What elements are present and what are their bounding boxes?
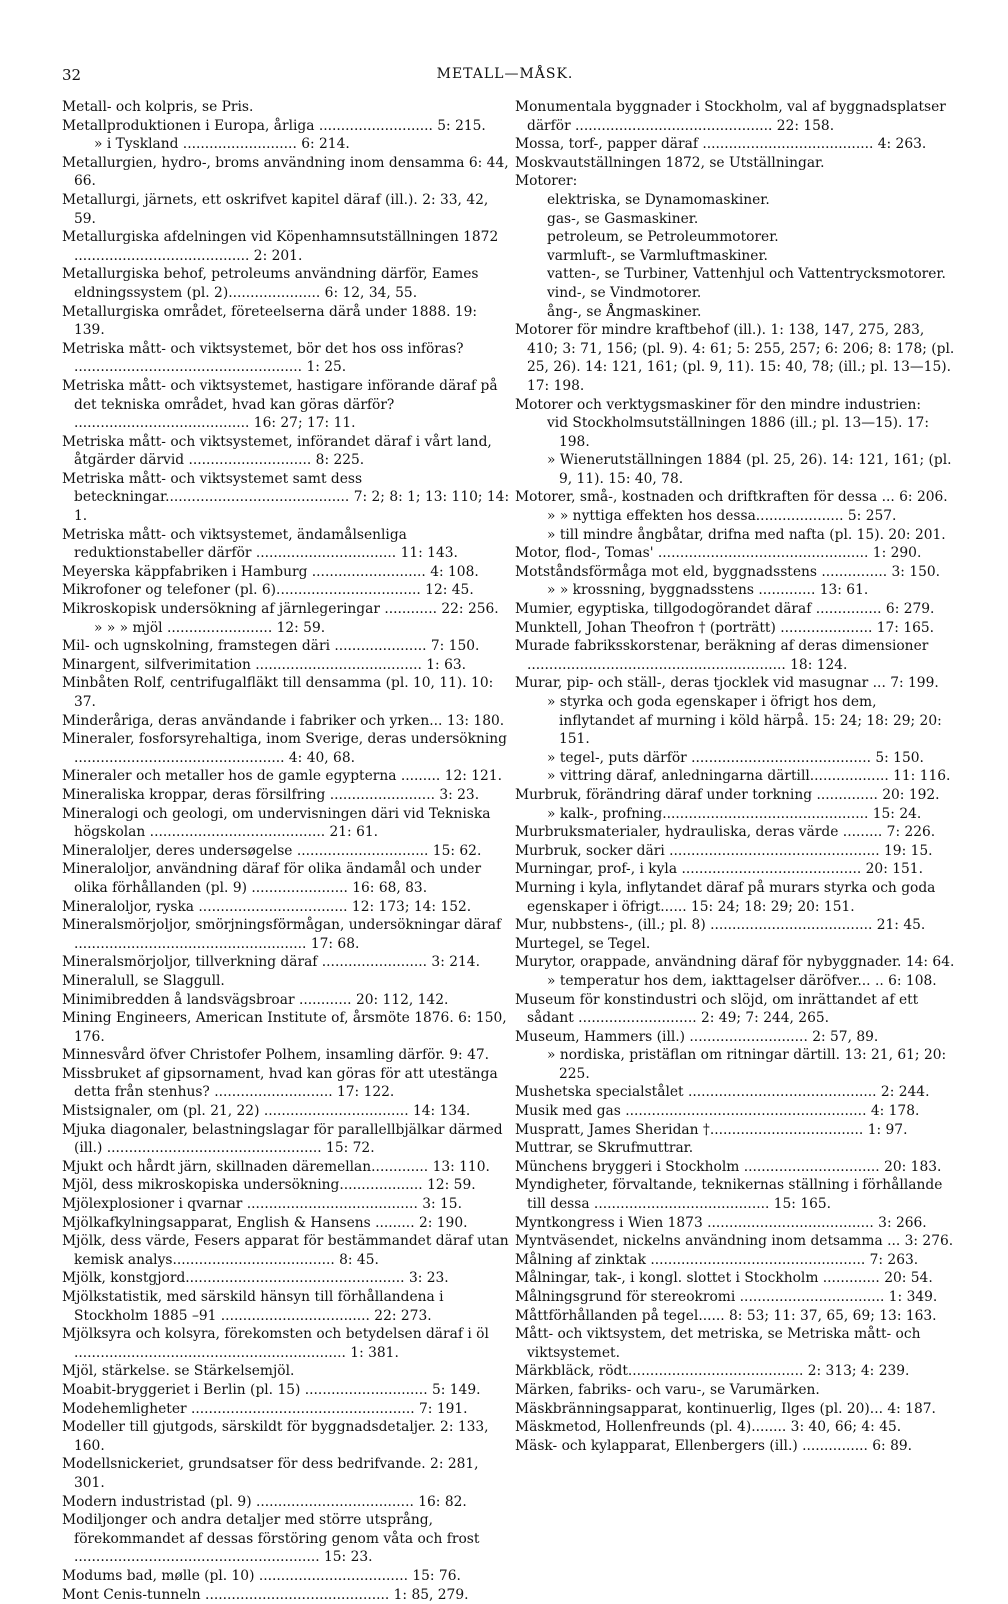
index-entry: Mjölk, konstgjord.................................................. 3: 23. <box>62 1269 512 1288</box>
index-entry: Mumier, egyptiska, tillgodogörandet däraf ............... 6: 279. <box>515 600 955 619</box>
index-entry: Modums bad, mølle (pl. 10) .................................. 15: 76. <box>62 1567 512 1586</box>
index-entry: Metallurgiska området, företeelserna därå under 1888. 19: 139. <box>62 303 512 340</box>
index-entry: Metallurgi, järnets, ett oskrifvet kapitel däraf (ill.). 2: 33, 42, 59. <box>62 191 512 228</box>
index-entry: Münchens bryggeri i Stockholm ............................... 20: 183. <box>515 1158 955 1177</box>
index-entry: Mineralsmörjoljor, smörjningsförmågan, undersökningar däraf ..................................................... 17: 68. <box>62 916 512 953</box>
index-entry: Minargent, silfverimitation ...................................... 1: 63. <box>62 656 512 675</box>
index-entry: Mäskbränningsapparat, kontinuerlig, Ilges (pl. 20)... 4: 187. <box>515 1400 955 1419</box>
index-entry: Minderåriga, deras användande i fabriker och yrken... 13: 180. <box>62 712 512 731</box>
index-entry: » Wienerutställningen 1884 (pl. 25, 26). 14: 121, 161; (pl. 9, 11). 15: 40, 78. <box>515 451 955 488</box>
page-number: 32 <box>62 66 81 84</box>
index-entry: Måttförhållanden på tegel...... 8: 53; 11: 37, 65, 69; 13: 163. <box>515 1307 955 1326</box>
index-entry: Myntkongress i Wien 1873 ...................................... 3: 266. <box>515 1214 955 1233</box>
index-entry: Mjölk, dess värde, Fesers apparat för bestämmandet däraf utan kemisk analys..................................... 8: 45. <box>62 1232 512 1269</box>
index-entry: Mäskmetod, Hollenfreunds (pl. 4)........ 3: 40, 66; 4: 45. <box>515 1418 955 1437</box>
index-entry: Mur, nubbstens-, (ill.; pl. 8) ..................................... 21: 45. <box>515 916 955 935</box>
index-entry: » i Tyskland .......................... 6: 214. <box>62 135 512 154</box>
index-entry: Mjölksyra och kolsyra, förekomsten och betydelsen däraf i öl .............................................................. 1: 381. <box>62 1325 512 1362</box>
index-entry: Märkbläck, rödt........................................ 2: 313; 4: 239. <box>515 1362 955 1381</box>
index-entry: » temperatur hos dem, iakttagelser däröfver... .. 6: 108. <box>515 972 955 991</box>
page-header <box>62 66 948 92</box>
index-entry: Mistsignaler, om (pl. 21, 22) ................................. 14: 134. <box>62 1102 512 1121</box>
index-entry: Minimibredden å landsvägsbroar ............ 20: 112, 142. <box>62 991 512 1010</box>
index-entry: Metriska mått- och viktsystemet, hastigare införande däraf på det tekniska området, hvad kan göras därför? ........................................ 16: 27; 17: 11. <box>62 377 512 433</box>
right-index-column <box>515 98 955 1443</box>
index-entry: » » nyttiga effekten hos dessa.................... 5: 257. <box>515 507 955 526</box>
index-entry: Mineraler och metaller hos de gamle egypterna ......... 12: 121. <box>62 767 512 786</box>
index-entry: Murade fabriksskorstenar, beräkning af deras dimensioner ........................................................... 18: 124. <box>515 637 955 674</box>
index-entry: Mjöl, stärkelse. se Stärkelsemjöl. <box>62 1362 512 1381</box>
index-entry: Motståndsförmåga mot eld, byggnadsstens ............... 3: 150. <box>515 563 955 582</box>
index-entry: Muttrar, se Skrufmuttrar. <box>515 1139 955 1158</box>
index-entry: Märken, fabriks- och varu-, se Varumärken. <box>515 1381 955 1400</box>
index-entry: Modern industristad (pl. 9) .................................... 16: 82. <box>62 1493 512 1512</box>
index-entry: Modeller till gjutgods, särskildt för byggnadsdetaljer. 2: 133, 160. <box>62 1418 512 1455</box>
index-entry: Mäsk- och kylapparat, Ellenbergers (ill.) ............... 6: 89. <box>515 1437 955 1456</box>
index-entry: Metriska mått- och viktsystemet, införandet däraf i vårt land, åtgärder därvid ............................ 8: 225. <box>62 433 512 470</box>
index-entry: Mjölexplosioner i qvarnar ....................................... 3: 15. <box>62 1195 512 1214</box>
left-index-column <box>62 98 512 1443</box>
index-entry: Meyerska käppfabriken i Hamburg .......................... 4: 108. <box>62 563 512 582</box>
index-entry: Murningar, prof-, i kyla ......................................... 20: 151. <box>515 860 955 879</box>
index-entry: Modiljonger och andra detaljer med större utsprång, förekommandet af dessas förstöring genom våta och frost ........................................................ 15: 23. <box>62 1511 512 1567</box>
index-entry: Mikroskopisk undersökning af järnlegeringar ............ 22: 256. <box>62 600 512 619</box>
index-entry: Metriska mått- och viktsystemet, bör det hos oss införas? .................................................... 1: 25. <box>62 340 512 377</box>
index-entry: Murytor, orappade, användning däraf för nybyggnader. 14: 64. <box>515 953 955 972</box>
index-entry: Mineraler, fosforsyrehaltiga, inom Sverige, deras undersökning ................................................ 4: 40, 68. <box>62 730 512 767</box>
index-entry: Mil- och ugnskolning, framstegen däri ..................... 7: 150. <box>62 637 512 656</box>
index-entry: Musik med gas ....................................................... 4: 178. <box>515 1102 955 1121</box>
index-entry: » » krossning, byggnadsstens ............. 13: 61. <box>515 581 955 600</box>
index-entry: Mineraloljer, deres undersøgelse .............................. 15: 62. <box>62 842 512 861</box>
index-entry: Moskvautställningen 1872, se Utställningar. <box>515 154 955 173</box>
index-entry: Murning i kyla, inflytandet däraf på murars styrka och goda egenskaper i öfrigt...... 15: 24; 18: 29; 20: 151. <box>515 879 955 916</box>
index-entry: Munktell, Johan Theofron † (porträtt) ..................... 17: 165. <box>515 619 955 638</box>
index-entry: Mineraloljor, ryska .................................. 12: 173; 14: 152. <box>62 898 512 917</box>
index-entry: Myndigheter, förvaltande, teknikernas ställning i förhållande till dessa ........................................ 15: 165. <box>515 1176 955 1213</box>
index-entry: Murbruk, förändring däraf under torkning .............. 20: 192. <box>515 786 955 805</box>
index-entry: Mossa, torf-, papper däraf ....................................... 4: 263. <box>515 135 955 154</box>
index-entry: Mineralull, se Slaggull. <box>62 972 512 991</box>
index-entry: vid Stockholmsutställningen 1886 (ill.; pl. 13—15). 17: 198. <box>515 414 955 451</box>
index-entry: Mjölkstatistik, med särskild hänsyn till förhållandena i Stockholm 1885 –91 .................................. 22: 273. <box>62 1288 512 1325</box>
index-entry: Museum för konstindustri och slöjd, om inrättandet af ett sådant ........................... 2: 49; 7: 244, 265. <box>515 991 955 1028</box>
index-entry: Motorer: <box>515 172 955 191</box>
index-entry: Murtegel, se Tegel. <box>515 935 955 954</box>
index-entry: Metallurgien, hydro-, broms användning inom densamma 6: 44, 66. <box>62 154 512 191</box>
index-entry: vatten-, se Turbiner, Vattenhjul och Vattentrycksmotorer. <box>515 265 955 284</box>
index-entry: Motorer och verktygsmaskiner för den mindre industrien: <box>515 396 955 415</box>
index-entry: Mikrofoner og telefoner (pl. 6)................................. 12: 45. <box>62 581 512 600</box>
index-entry: Mjölkafkylningsapparat, English & Hansens ......... 2: 190. <box>62 1214 512 1233</box>
index-entry: » till mindre ångbåtar, drifna med nafta (pl. 15). 20: 201. <box>515 526 955 545</box>
index-entry: Museum, Hammers (ill.) ........................... 2: 57, 89. <box>515 1028 955 1047</box>
running-title: METALL—MÅSK. <box>62 66 948 82</box>
index-entry: Myntväsendet, nickelns användning inom detsamma ... 3: 276. <box>515 1232 955 1251</box>
index-entry: Målning af zinktak ................................................. 7: 263. <box>515 1251 955 1270</box>
index-entry: Metriska mått- och viktsystemet samt dess beteckningar.......................................... 7: 2; 8: 1; 13: 110; 14: 1. <box>62 470 512 526</box>
index-entry: vind-, se Vindmotorer. <box>515 284 955 303</box>
index-entry: Mineraloljor, användning däraf för olika ändamål och under olika förhållanden (pl. 9) ...................... 16: 68, 83. <box>62 860 512 897</box>
index-entry: Moabit-bryggeriet i Berlin (pl. 15) ............................ 5: 149. <box>62 1381 512 1400</box>
index-entry: Mineralsmörjoljor, tillverkning däraf ........................ 3: 214. <box>62 953 512 972</box>
index-entry: Metriska mått- och viktsystemet, ändamålsenliga reduktionstabeller därför ................................ 11: 143. <box>62 526 512 563</box>
index-entry: » tegel-, puts därför ......................................... 5: 150. <box>515 749 955 768</box>
index-entry: Motor, flod-, Tomas' ................................................ 1: 290. <box>515 544 955 563</box>
index-entry: Mjöl, dess mikroskopiska undersökning................... 12: 59. <box>62 1176 512 1195</box>
index-entry: Mjuka diagonaler, belastningslagar för parallellbjälkar därmed (ill.) ................................................. 15: 72. <box>62 1121 512 1158</box>
index-entry: » kalk-, profning............................................... 15: 24. <box>515 805 955 824</box>
index-entry: » vittring däraf, anledningarna därtill.................. 11: 116. <box>515 767 955 786</box>
index-entry: Motorer, små-, kostnaden och driftkraften för dessa ... 6: 206. <box>515 488 955 507</box>
index-entry: Motorer för mindre kraftbehof (ill.). 1: 138, 147, 275, 283, 410; 3: 71, 156; (pl. 9). 4: 61; 5: 255, 257; 6: 206; 8: 178; (pl. 25, 26). 14: 121, 161; (pl. 9, 11). 15: 40, 78; (ill.; pl. 13—15). 17: 198. <box>515 321 955 395</box>
index-entry: Missbruket af gipsornament, hvad kan göras för att utestänga detta från stenhus? ........................... 17: 122. <box>62 1065 512 1102</box>
index-entry: petroleum, se Petroleummotorer. <box>515 228 955 247</box>
index-entry: Metallproduktionen i Europa, årliga .......................... 5: 215. <box>62 117 512 136</box>
index-entry: Murbruk, socker däri ................................................ 19: 15. <box>515 842 955 861</box>
index-entry: Modehemligheter ................................................... 7: 191. <box>62 1400 512 1419</box>
index-entry: Metallurgiska behof, petroleums användning därför, Eames eldningssystem (pl. 2)..................... 6: 12, 34, 55. <box>62 265 512 302</box>
index-entry: Mont Cenis-tunneln .......................................... 1: 85, 279. <box>62 1586 512 1604</box>
index-entry: Målningsgrund för stereokromi ................................. 1: 349. <box>515 1288 955 1307</box>
index-entry: Monumentala byggnader i Stockholm, val af byggnadsplatser därför ............................................. 22: 158. <box>515 98 955 135</box>
index-entry: Minbåten Rolf, centrifugalfläkt till densamma (pl. 10, 11). 10: 37. <box>62 674 512 711</box>
index-entry: Målningar, tak-, i kongl. slottet i Stockholm ............. 20: 54. <box>515 1269 955 1288</box>
index-entry: Mjukt och hårdt järn, skillnaden däremellan............. 13: 110. <box>62 1158 512 1177</box>
index-entry: Mineralogi och geologi, om undervisningen däri vid Tekniska högskolan ........................................ 21: 61. <box>62 805 512 842</box>
index-entry: Mushetska specialstålet ........................................... 2: 244. <box>515 1083 955 1102</box>
index-entry: ång-, se Ångmaskiner. <box>515 303 955 322</box>
index-entry: gas-, se Gasmaskiner. <box>515 210 955 229</box>
index-entry: » » » mjöl ........................ 12: 59. <box>62 619 512 638</box>
index-entry: Metallurgiska afdelningen vid Köpenhamnsutställningen 1872 ........................................ 2: 201. <box>62 228 512 265</box>
index-entry: » nordiska, pristäflan om ritningar därtill. 13: 21, 61; 20: 225. <box>515 1046 955 1083</box>
index-entry: Murbruksmaterialer, hydrauliska, deras värde ......... 7: 226. <box>515 823 955 842</box>
index-entry: Minnesvård öfver Christofer Polhem, insamling därför. 9: 47. <box>62 1046 512 1065</box>
index-entry: Mining Engineers, American Institute of, årsmöte 1876. 6: 150, 176. <box>62 1009 512 1046</box>
index-entry: » styrka och goda egenskaper i öfrigt hos dem, inflytandet af murning i köld härpå. 15: 24; 18: 29; 20: 151. <box>515 693 955 749</box>
index-entry: Mått- och viktsystem, det metriska, se Metriska mått- och viktsystemet. <box>515 1325 955 1362</box>
index-entry: Metall- och kolpris, se Pris. <box>62 98 512 117</box>
index-entry: varmluft-, se Varmluftmaskiner. <box>515 247 955 266</box>
index-entry: Muspratt, James Sheridan †................................... 1: 97. <box>515 1121 955 1140</box>
index-entry: elektriska, se Dynamomaskiner. <box>515 191 955 210</box>
index-entry: Mineraliska kroppar, deras försilfring ........................ 3: 23. <box>62 786 512 805</box>
index-entry: Murar, pip- och ställ-, deras tjocklek vid masugnar ... 7: 199. <box>515 674 955 693</box>
index-entry: Modellsnickeriet, grundsatser för dess bedrifvande. 2: 281, 301. <box>62 1455 512 1492</box>
